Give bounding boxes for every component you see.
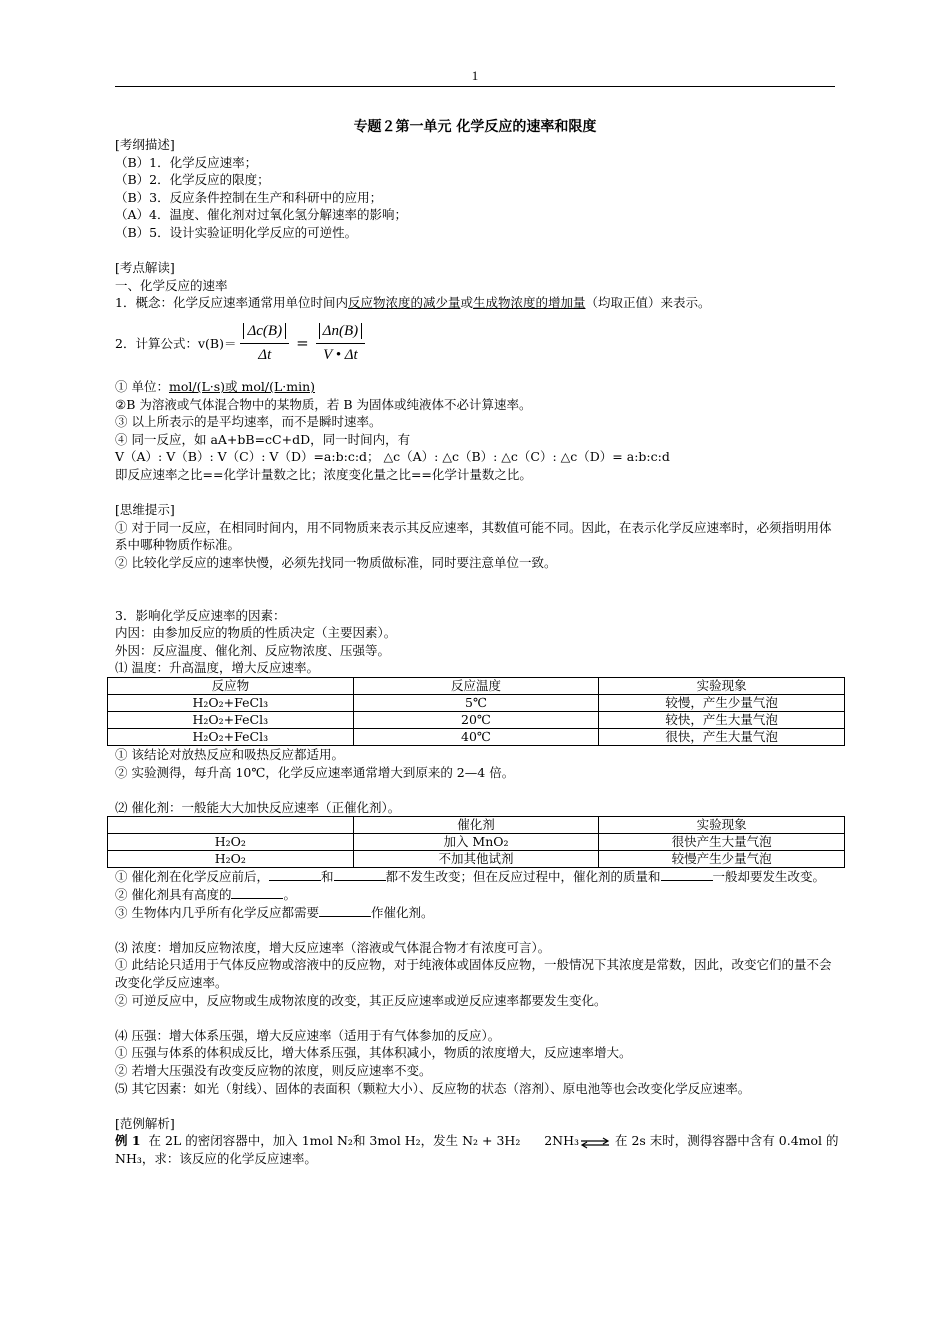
fill-blank: [231, 886, 283, 899]
unit-value: mol/(L·s)或 mol/(L·min): [168, 378, 316, 394]
table-row: [108, 695, 845, 712]
concept-line: [115, 294, 837, 312]
outline-item: （B）3．反应条件控制在生产和科研中的应用；: [115, 189, 383, 205]
note-text: 都不发生改变；但在反应过程中，催化剂的质量和: [385, 869, 661, 885]
table-cell: H₂O₂: [108, 851, 354, 868]
rate-formula: [115, 316, 837, 372]
thinking-item: ① 对于同一反应，在相同时间内，用不同物质来表示其反应速率，其数值可能不同。因此，在表示化学反应速率时，必须指明用体系中哪种物质作标准。: [115, 519, 832, 553]
page-number: 1: [471, 68, 479, 83]
table-cell: 5℃: [353, 695, 599, 712]
table-header: [108, 817, 354, 834]
formula-label: 2．计算公式：v(B)＝: [115, 336, 237, 352]
table-cell: H₂O₂+FeCl₃: [108, 729, 354, 746]
concentration-note: ① 此结论只适用于气体反应物或溶液中的反应物，对于纯液体或固体反应物，一般情况下其浓度是常数，因此，改变它们的量不会改变化学反应速率。: [115, 957, 832, 990]
table-header: 反应温度: [353, 678, 599, 695]
note-item: ④ 同一反应，如 aA+bB=cC+dD，同一时间内，有: [115, 431, 411, 447]
example-text: 在 2L 的密闭容器中，加入 1mol N₂和 3mol H₂，发生 N₂ + 3H₂: [148, 1133, 521, 1149]
formula-equals: =: [296, 334, 309, 353]
example-label: 例 1: [115, 1133, 141, 1149]
formula-numerator-2: Δn(B): [319, 323, 362, 339]
table-header-row: [108, 678, 845, 695]
header-rule: [115, 86, 835, 87]
concept-suffix: （均取正值）来表示。: [585, 295, 711, 311]
thinking-item: ② 比较化学反应的速率快慢，必须先找同一物质做标准，同时要注意单位一致。: [115, 554, 557, 570]
fill-blank: [334, 868, 386, 881]
concept-underline-1: 反应物浓度的减少量: [347, 295, 461, 311]
table-cell: 很快产生大量气泡: [599, 834, 845, 851]
formula-denominator-1: Δt: [258, 347, 272, 364]
example-product: 2NH₃: [544, 1133, 579, 1149]
document-body: [115, 136, 837, 1168]
note-text: ③ 生物体内几乎所有化学反应都需要: [115, 904, 319, 920]
pressure-note: ② 若增大压强没有改变反应物的浓度，则反应速率不变。: [115, 1062, 432, 1078]
section-heading: 一、化学反应的速率: [115, 277, 228, 293]
formula-fraction-1: [240, 323, 289, 365]
table-cell: 不加其他试剂: [353, 851, 599, 868]
temperature-table: [107, 677, 845, 746]
example-line: [115, 1132, 837, 1150]
ratio-line: V（A）: V（B）: V（C）: V（D）=a:b:c:d； △c（A）: △c（B）: △c（C）: △c（D）= a:b:c:d: [115, 449, 670, 465]
note-text: 作催化剂。: [370, 904, 434, 920]
table-header: 实验现象: [599, 817, 845, 834]
table-row: [108, 729, 845, 746]
table-cell: 20℃: [353, 712, 599, 729]
concentration-note: ② 可逆反应中，反应物或生成物浓度的改变，其正反应速率或逆反应速率都要发生变化。: [115, 992, 607, 1008]
fill-blank: [269, 868, 321, 881]
other-factors: ⑸ 其它因素：如光（射线）、固体的表面积（颗粒大小）、反应物的状态（溶剂）、原电池等也会改变化学反应速率。: [115, 1080, 751, 1096]
fill-blank: [661, 868, 713, 881]
concept-underline-2: 生成物浓度的增加量: [473, 295, 586, 311]
fill-blank: [319, 904, 371, 917]
note-text: 和: [320, 869, 334, 885]
outline-item: （B）2．化学反应的限度；: [115, 172, 270, 188]
factor-external: 外因：反应温度、催化剂、反应物浓度、压强等。: [115, 642, 391, 658]
catalyst-note: [115, 868, 837, 886]
note-item: ②B 为溶液或气体混合物中的某物质，若 B 为固体或纯液体不必计算速率。: [115, 396, 532, 412]
note-item: ③ 以上所表示的是平均速率，而不是瞬时速率。: [115, 414, 382, 430]
outline-item: （B）5．设计实验证明化学反应的可逆性。: [115, 224, 358, 240]
reversible-arrow-icon: [579, 1136, 611, 1148]
outline-item: （B）1．化学反应速率；: [115, 154, 258, 170]
concentration-heading: ⑶ 浓度：增加反应物浓度，增大反应速率（溶液或气体混合物才有浓度可言）。: [115, 939, 551, 955]
table-cell: 很快，产生大量气泡: [599, 729, 845, 746]
factor-internal: 内因：由参加反应的物质的性质决定（主要因素）。: [115, 625, 397, 641]
catalyst-heading: ⑵ 催化剂：一般能大大加快反应速率（正催化剂）。: [115, 799, 401, 815]
outline-item: （A）4．温度、催化剂对过氧化氢分解速率的影响；: [115, 207, 407, 223]
note-text: ① 催化剂在化学反应前后，: [115, 869, 269, 885]
factors-heading: 3．影响化学反应速率的因素：: [115, 607, 286, 623]
catalyst-note: [115, 904, 837, 922]
table-row: [108, 834, 845, 851]
table-header: 催化剂: [353, 817, 599, 834]
temperature-note: ① 该结论对放热反应和吸热反应都适用。: [115, 747, 344, 763]
catalyst-table: [107, 816, 845, 868]
table-cell: 加入 MnO₂: [353, 834, 599, 851]
unit-prefix: ① 单位：: [115, 378, 169, 394]
table-cell: H₂O₂: [108, 834, 354, 851]
note-text: 。: [283, 887, 296, 902]
pressure-note: ① 压强与体系的体积成反比，增大体系压强，其体积减小，物质的浓度增大，反应速率增大。: [115, 1045, 632, 1061]
unit-line: [115, 378, 837, 396]
table-cell: 40℃: [353, 729, 599, 746]
table-row: [108, 851, 845, 868]
note-text: ② 催化剂具有高度的: [115, 887, 232, 902]
table-cell: H₂O₂+FeCl₃: [108, 712, 354, 729]
formula-denominator-2: V • Δt: [323, 347, 358, 364]
table-cell: 较慢，产生少量气泡: [599, 695, 845, 712]
concept-or: 或: [460, 295, 473, 311]
thinking-heading: [思维提示]: [115, 502, 175, 518]
table-cell: H₂O₂+FeCl₃: [108, 695, 354, 712]
table-header-row: [108, 817, 845, 834]
table-header: 实验现象: [599, 678, 845, 695]
table-row: [108, 712, 845, 729]
example-line: NH₃，求：该反应的化学反应速率。: [115, 1150, 317, 1166]
pressure-heading: ⑷ 压强：增大体系压强，增大反应速率（适用于有气体参加的反应）。: [115, 1027, 501, 1043]
table-cell: 较慢产生少量气泡: [599, 851, 845, 868]
concept-text: 1．概念：化学反应速率通常用单位时间内: [115, 295, 348, 311]
temperature-note: ② 实验测得，每升高 10℃，化学反应速率通常增大到原来的 2—4 倍。: [115, 764, 515, 780]
formula-numerator-1: Δc(B): [243, 323, 286, 339]
temperature-heading: ⑴ 温度：升高温度，增大反应速率。: [115, 660, 319, 676]
formula-fraction-2: [316, 323, 365, 365]
catalyst-note: [115, 886, 837, 904]
example-heading: [范例解析]: [115, 1115, 175, 1131]
outline-heading: [考纲描述]: [115, 137, 175, 152]
page-title: 专题２第一单元 化学反应的速率和限度: [353, 119, 597, 135]
analysis-heading: [考点解读]: [115, 260, 175, 276]
table-cell: 较快，产生大量气泡: [599, 712, 845, 729]
table-header: 反应物: [108, 678, 354, 695]
ratio-conclusion: 即反应速率之比==化学计量数之比；浓度变化量之比==化学计量数之比。: [115, 466, 532, 482]
example-text: 在 2s 末时，测得容器中含有 0.4mol 的: [614, 1133, 839, 1149]
note-text: 一般却要发生改变。: [712, 869, 826, 885]
